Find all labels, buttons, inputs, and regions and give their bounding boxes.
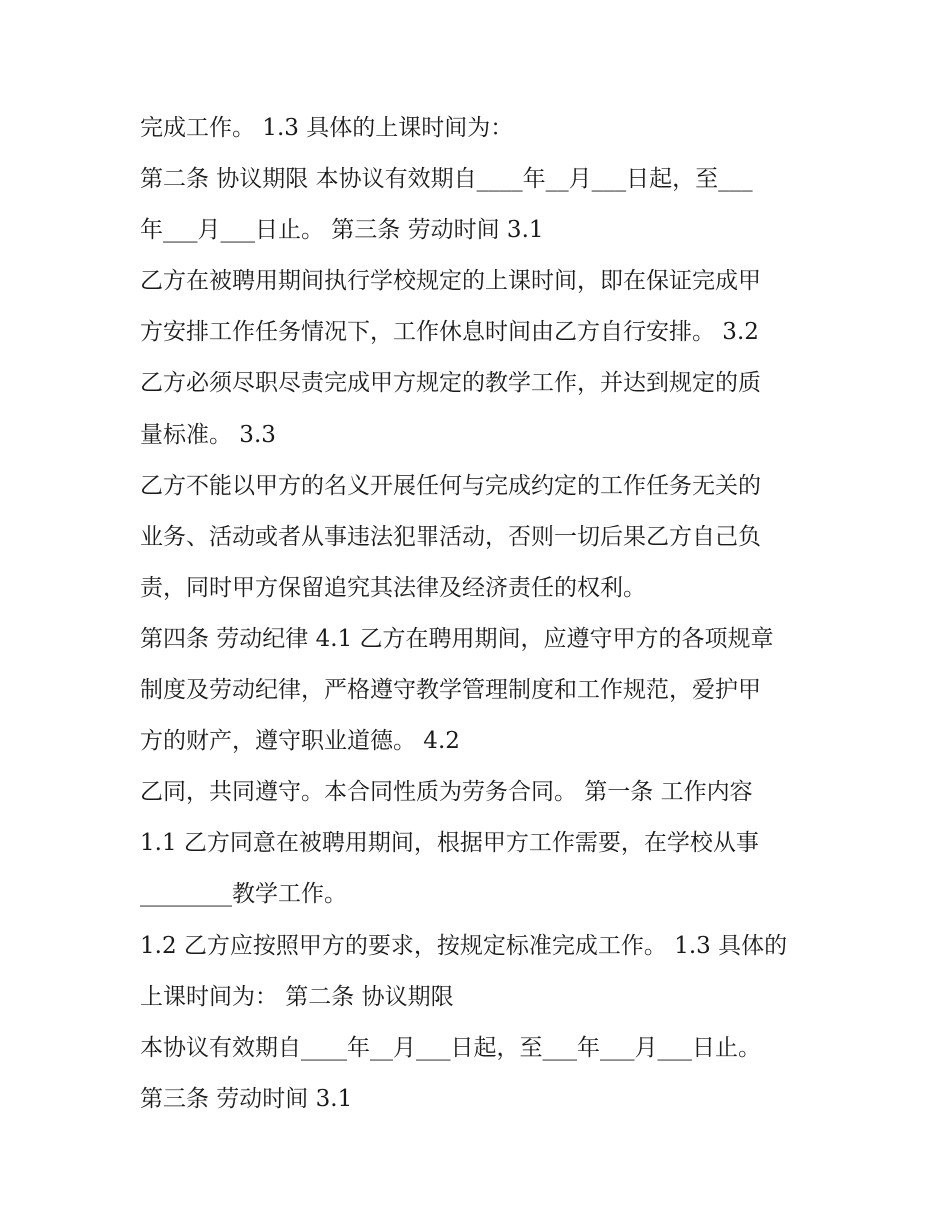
- document-body: [140, 103, 830, 1125]
- text-line: 第二条 协议期限 本协议有效期自____年__月___日起，至___: [140, 166, 753, 193]
- text-line: 上课时间为： 第二条 协议期限: [140, 983, 454, 1010]
- text-line: 完成工作。 1.3 具体的上课时间为：: [140, 115, 514, 141]
- text-line: 乙方必须尽职尽责完成甲方规定的教学工作，并达到规定的质: [140, 370, 761, 397]
- text-line: 方的财产，遵守职业道德。 4.2: [140, 728, 460, 755]
- text-line: 责，同时甲方保留追究其法律及经济责任的权利。: [140, 574, 646, 601]
- text-line: ________教学工作。: [140, 881, 347, 908]
- text-line: 年___月___日止。 第三条 劳动时间 3.1: [140, 217, 544, 244]
- text-line: 1.1 乙方同意在被聘用期间，根据甲方工作需要，在学校从事: [140, 830, 759, 857]
- text-line: 量标准。 3.3: [140, 421, 276, 448]
- text-line: 乙方在被聘用期间执行学校规定的上课时间，即在保证完成甲: [140, 268, 761, 295]
- text-line: 制度及劳动纪律，严格遵守教学管理制度和工作规范，爱护甲: [140, 677, 761, 704]
- text-line: 本协议有效期自____年__月___日起，至___年___月___日止。: [140, 1034, 761, 1061]
- text-line: 第三条 劳动时间 3.1: [140, 1085, 353, 1112]
- text-line: 第四条 劳动纪律 4.1 乙方在聘用期间，应遵守甲方的各项规章: [140, 625, 774, 652]
- text-line: 乙同，共同遵守。本合同性质为劳务合同。 第一条 工作内容: [140, 779, 753, 806]
- text-line: 业务、活动或者从事违法犯罪活动，否则一切后果乙方自己负: [140, 523, 761, 550]
- text-line: 方安排工作任务情况下，工作休息时间由乙方自行安排。 3.2: [140, 319, 759, 346]
- text-line: 1.2 乙方应按照甲方的要求，按规定标准完成工作。 1.3 具体的: [140, 932, 788, 959]
- text-line: 乙方不能以甲方的名义开展任何与完成约定的工作任务无关的: [140, 472, 761, 499]
